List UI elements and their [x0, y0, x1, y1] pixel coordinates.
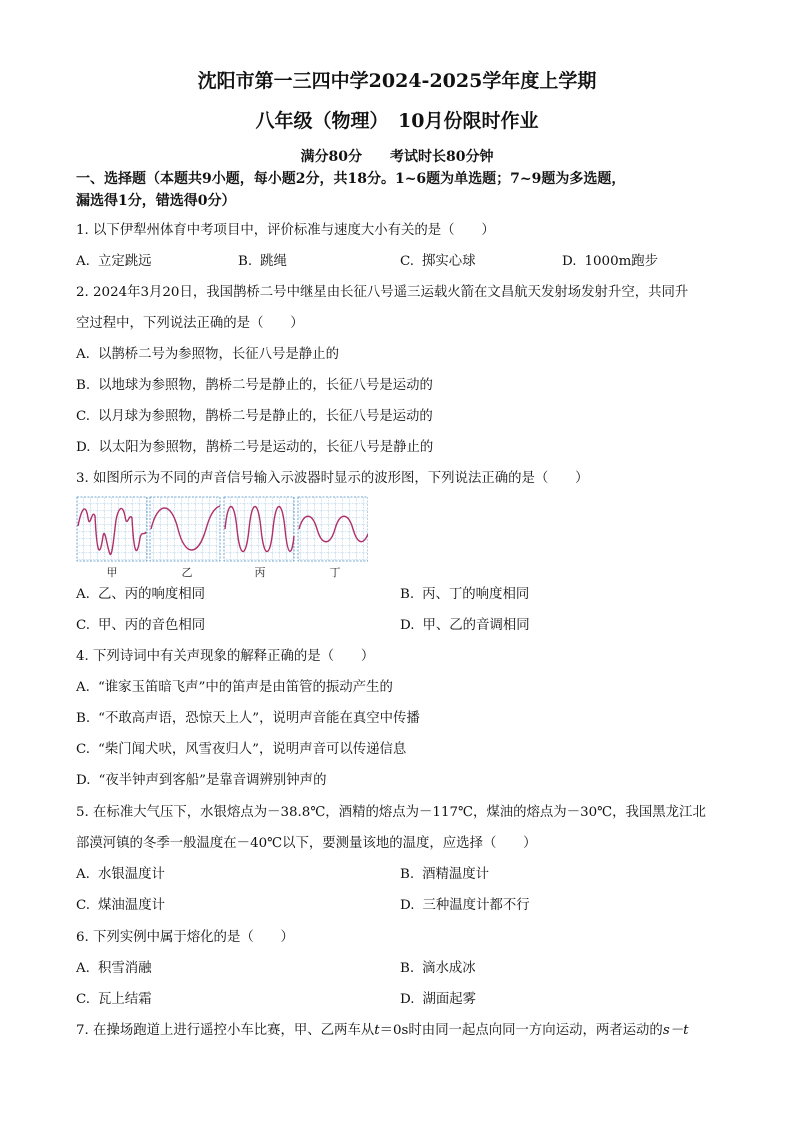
waveform-bing	[224, 497, 294, 561]
q1-option-d: D. 1000m跑步	[562, 254, 659, 269]
q6-option-a: A. 积雪消融	[76, 961, 152, 976]
q5-option-c: C. 煤油温度计	[76, 898, 165, 913]
q2-option-c: C. 以月球为参照物，鹊桥二号是静止的，长征八号是运动的	[76, 409, 433, 424]
q1-option-a: A. 立定跳远	[76, 254, 152, 269]
question-5-stem-line2: 部漠河镇的冬季一般温度在－40℃以下，要测量该地的温度，应选择（ ）	[76, 836, 537, 851]
q4-option-d: D. “夜半钟声到客船”是靠音调辨别钟声的	[76, 773, 327, 788]
subject-title: 八年级（物理） 10月份限时作业	[255, 110, 539, 132]
q4-option-c: C. “柴门闻犬吠，风雪夜归人”，说明声音可以传递信息	[76, 742, 407, 757]
waveform-jia	[77, 497, 147, 561]
q3-option-d: D. 甲、乙的音调相同	[400, 618, 530, 633]
waveform-yi	[150, 497, 220, 561]
question-3-stem: 3. 如图所示为不同的声音信号输入示波器时显示的波形图，下列说法正确的是（ ）	[76, 471, 589, 486]
q2-option-a: A. 以鹊桥二号为参照物，长征八号是静止的	[76, 347, 339, 362]
q3-option-a: A. 乙、丙的响度相同	[76, 587, 206, 602]
q4-option-a: A. “谁家玉笛暗飞声”中的笛声是由笛管的振动产生的	[76, 680, 393, 695]
section-heading-line2: 漏选得1分，错选得0分）	[76, 193, 236, 209]
school-title: 沈阳市第一三四中学2024-2025学年度上学期	[197, 70, 597, 92]
q2-option-d: D. 以太阳为参照物，鹊桥二号是运动的，长征八号是静止的	[76, 440, 434, 455]
score-time: 满分80分 考试时长80分钟	[300, 149, 494, 165]
question-4-stem: 4. 下列诗词中有关声现象的解释正确的是（ ）	[76, 649, 375, 664]
q5-option-d: D. 三种温度计都不行	[400, 898, 530, 913]
question-6-stem: 6. 下列实例中属于熔化的是（ ）	[76, 930, 294, 945]
q5-option-b: B. 酒精温度计	[400, 867, 490, 882]
waveform-ding	[298, 497, 368, 561]
q4-option-b: B. “不敢高声语，恐惊天上人”，说明声音能在真空中传播	[76, 711, 420, 726]
q2-option-b: B. 以地球为参照物，鹊桥二号是静止的，长征八号是运动的	[76, 378, 433, 393]
question-2-stem-line1: 2. 2024年3月20日，我国鹊桥二号中继星由长征八号遥三运载火箭在文昌航天发射场发射升空，共同升	[76, 285, 689, 300]
q3-option-b: B. 丙、丁的响度相同	[400, 587, 530, 602]
q5-option-a: A. 水银温度计	[76, 867, 165, 882]
section-heading-line1: 一、选择题（本题共9小题，每小题2分，共18分。1~6题为单选题；7~9题为多选题，	[76, 171, 626, 187]
q6-option-d: D. 湖面起雾	[400, 992, 477, 1007]
wave-label-ding: 丁	[329, 566, 341, 579]
waveform-figure	[76, 496, 368, 584]
question-5-stem-line1: 5. 在标准大气压下，水银熔点为－38.8℃，酒精的熔点为－117℃，煤油的熔点为－30℃，我国黑龙江北	[76, 805, 706, 820]
q1-option-b: B. 跳绳	[238, 254, 287, 269]
q6-option-b: B. 滴水成冰	[400, 961, 476, 976]
q1-option-c: C. 掷实心球	[400, 254, 476, 269]
wave-label-yi: 乙	[181, 566, 193, 579]
q3-option-c: C. 甲、丙的音色相同	[76, 618, 206, 633]
question-2-stem-line2: 空过程中，下列说法正确的是（ ）	[76, 316, 304, 331]
wave-label-jia: 甲	[106, 566, 118, 579]
question-1-stem: 1. 以下伊犁州体育中考项目中，评价标准与速度大小有关的是（ ）	[76, 223, 495, 238]
question-7-stem: 7. 在操场跑道上进行遥控小车比赛，甲、乙两车从t＝0s时由同一起点向同一方向运动，两者运动的s－t	[76, 1023, 689, 1038]
q6-option-c: C. 瓦上结霜	[76, 992, 152, 1007]
wave-label-bing: 丙	[254, 566, 266, 579]
